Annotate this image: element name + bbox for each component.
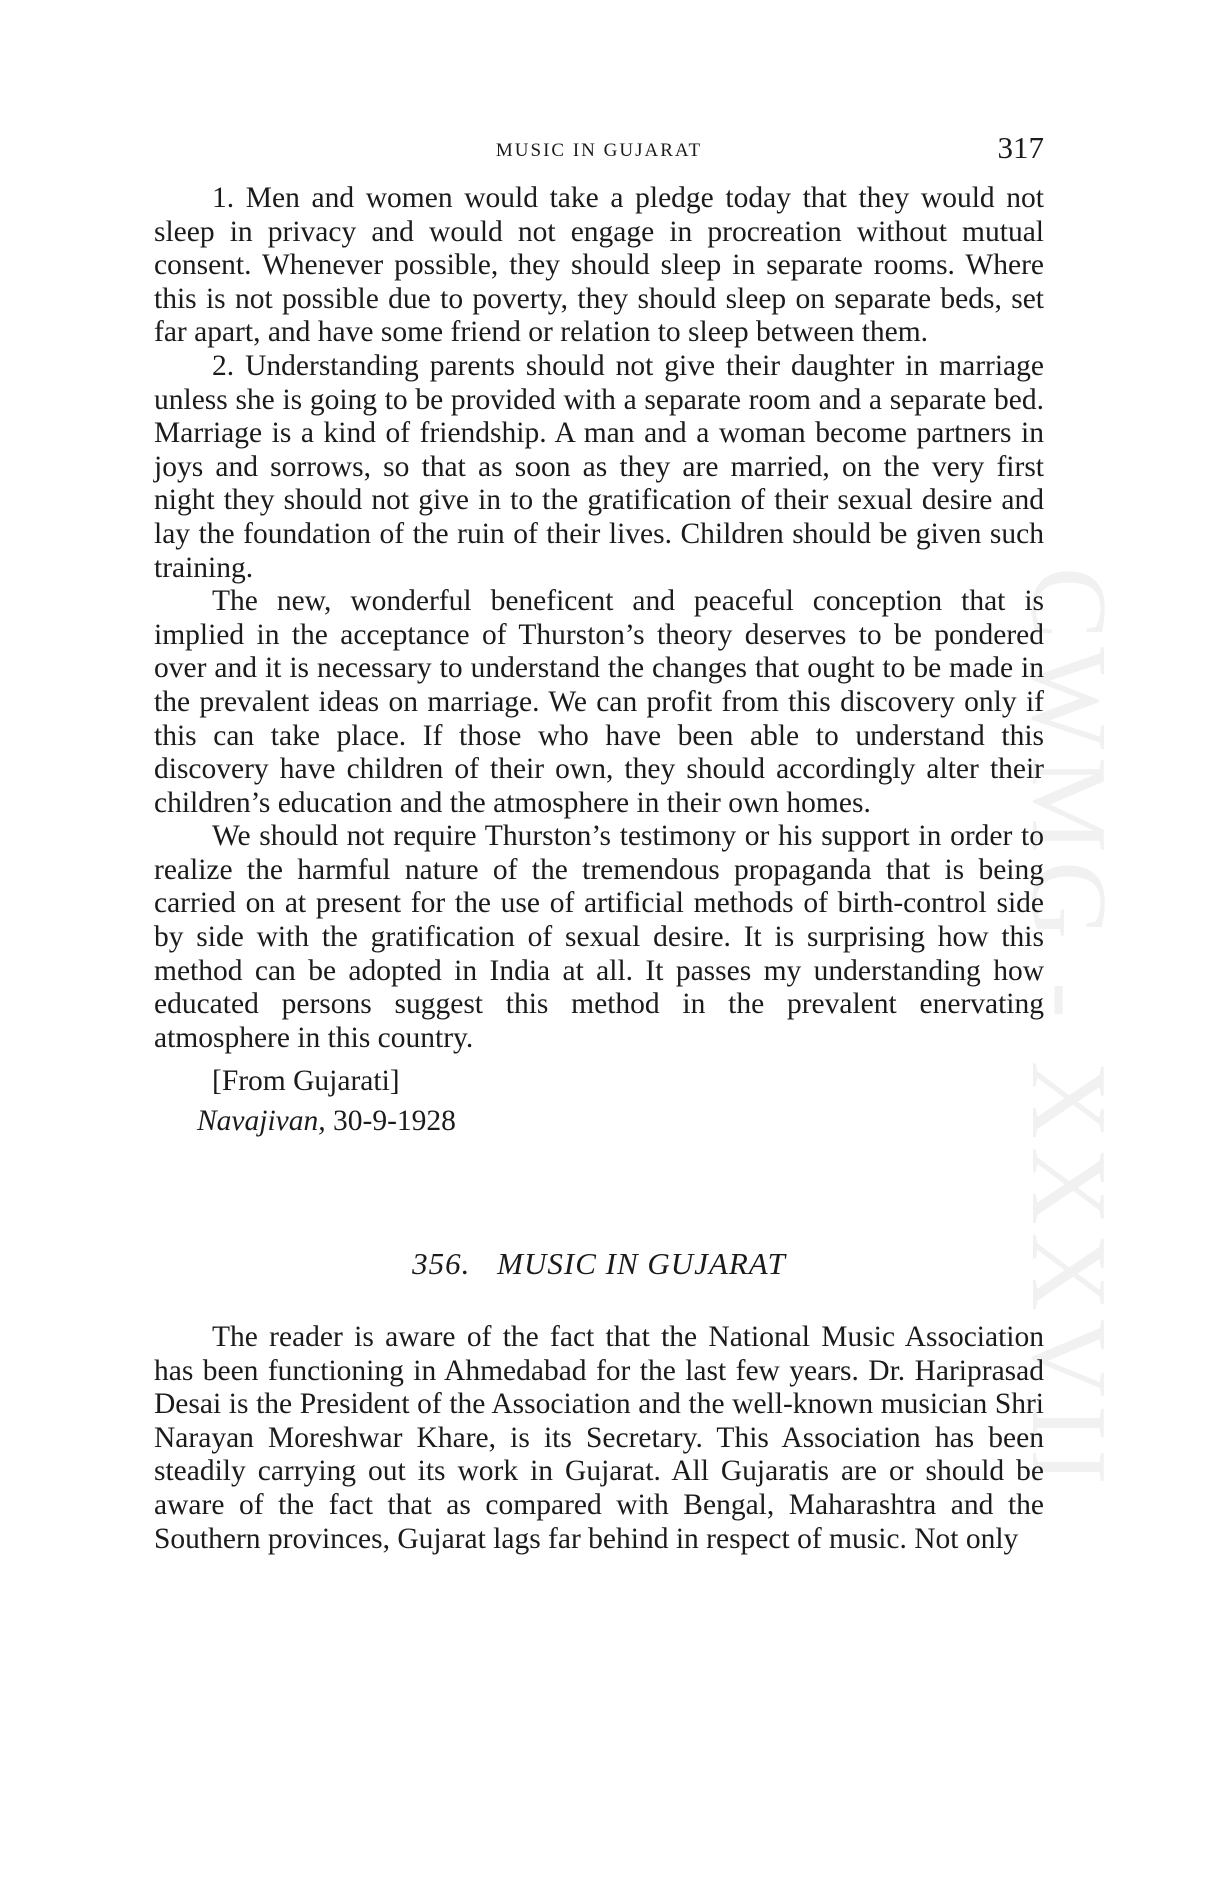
section-paragraph: The reader is aware of the fact that the National Music Association has been functioning in Ahmedabad for the last few years. Dr. Hariprasad Desai is the President of the Association and the well-known musician Shri Narayan Moreshwar Khare, is its Secretary. This Association has been steadily carrying out its work in Gujarat. All Gujaratis are or should be aware of the fact that as compared with Bengal, Maharashtra and the Southern provinces, Gujarat lags far behind in respect of music. Not only [154, 1321, 1044, 1555]
section-number: 356. [412, 1246, 471, 1282]
paragraph-4: We should not require Thurston’s testimony or his support in order to realize the harmful nature of the tremendous propaganda that is being carried on at present for the use of artificial methods of birth-control side by side with the gratification of sexual desire. It is surprising how this method can be adopted in India at all. It passes my understanding how educated persons suggest this method in the prevalent enervating atmosphere in this country. [154, 820, 1044, 1054]
citation [197, 1101, 1044, 1141]
source-note: [From Gujarati] [212, 1065, 400, 1098]
paragraph-3: The new, wonderful beneficent and peaceful conception that is implied in the acceptance of Thurston’s theory deserves to be pondered over and it is necessary to understand the changes that ought to be made in the prevalent ideas on marriage. We can profit from this discovery only if this can take place. If those who have been able to understand this discovery have children of their own, they should accordingly alter their children’s education and the atmosphere in their own homes. [154, 585, 1044, 819]
page-body [154, 182, 1044, 1556]
watermark-text: CWMG - XXXVII [1009, 567, 1128, 1493]
paragraph-1: 1. Men and women would take a pledge today that they would not sleep in privacy and would not engage in procreation without mutual consent. Whenever possible, they should sleep in separate rooms. Where this is not possible due to poverty, they should sleep on separate beds, set far apart, and have some friend or relation to sleep between them. [154, 182, 1044, 349]
citation-date: 30-9-1928 [333, 1105, 456, 1138]
running-head: MUSIC IN GUJARAT [495, 140, 703, 161]
paragraph-2: 2. Understanding parents should not give their daughter in marriage unless she is going to be provided with a separate room and a separate bed. Marriage is a kind of friendship. A man and a woman become partners in joys and sorrows, so that as soon as they are married, on the very first night they should not give in to the gratification of their sexual desire and lay the foundation of the ruin of their lives. Children should be given such training. [154, 349, 1044, 584]
citation-publication: Navajivan, [197, 1105, 326, 1138]
page-number: 317 [997, 130, 1044, 165]
section-heading [154, 1247, 1044, 1281]
page-header [154, 128, 1044, 168]
section-title: MUSIC IN GUJARAT [497, 1246, 786, 1282]
